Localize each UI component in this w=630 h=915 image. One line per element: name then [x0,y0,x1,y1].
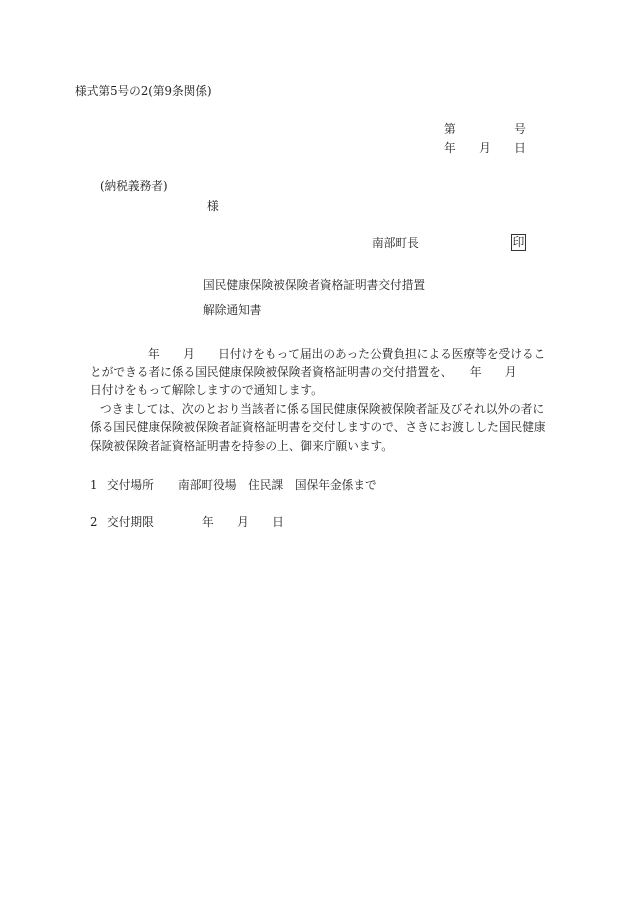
body-line: 日付けをもって解除しますので通知します。 [90,383,323,397]
issue-number: 第 号 [444,122,526,136]
item-number: 1 [90,478,98,492]
recipient-honorific: 様 [207,199,219,213]
issue-date: 年 月 日 [444,141,526,155]
recipient-label: (納税義務者) [100,179,168,193]
seal-stamp-box: 印 [512,235,525,249]
document-title-line1: 国民健康保険被保険者資格証明書交付措置 [203,278,426,292]
body-line: とができる者に係る国民健康保険被保険者資格証明書の交付措置を、 年 月 [90,365,517,379]
item-value: 年 月 日 [202,515,284,529]
body-line: 係る国民健康保険被保険者証資格証明書を交付しますので、さきにお渡しした国民健康 [90,420,546,434]
sender-name: 南部町長 [372,236,419,250]
body-line: 保険被保険者証資格証明書を持参の上、御来庁願います。 [90,439,393,453]
document-title-line2: 解除通知書 [203,303,262,317]
body-line: 年 月 日付けをもって届出のあった公費負担による医療等を受けるこ [148,347,546,361]
form-number: 様式第5号の2(第9条関係) [75,84,212,98]
item-value: 南部町役場 住民課 国保年金係まで [178,478,377,492]
item-number: 2 [90,515,98,529]
item-label: 交付場所 [107,478,154,492]
body-line: つきましては、次のとおり当該者に係る国民健康保険被保険者証及びそれ以外の者に [100,402,545,416]
item-label: 交付期限 [107,515,154,529]
